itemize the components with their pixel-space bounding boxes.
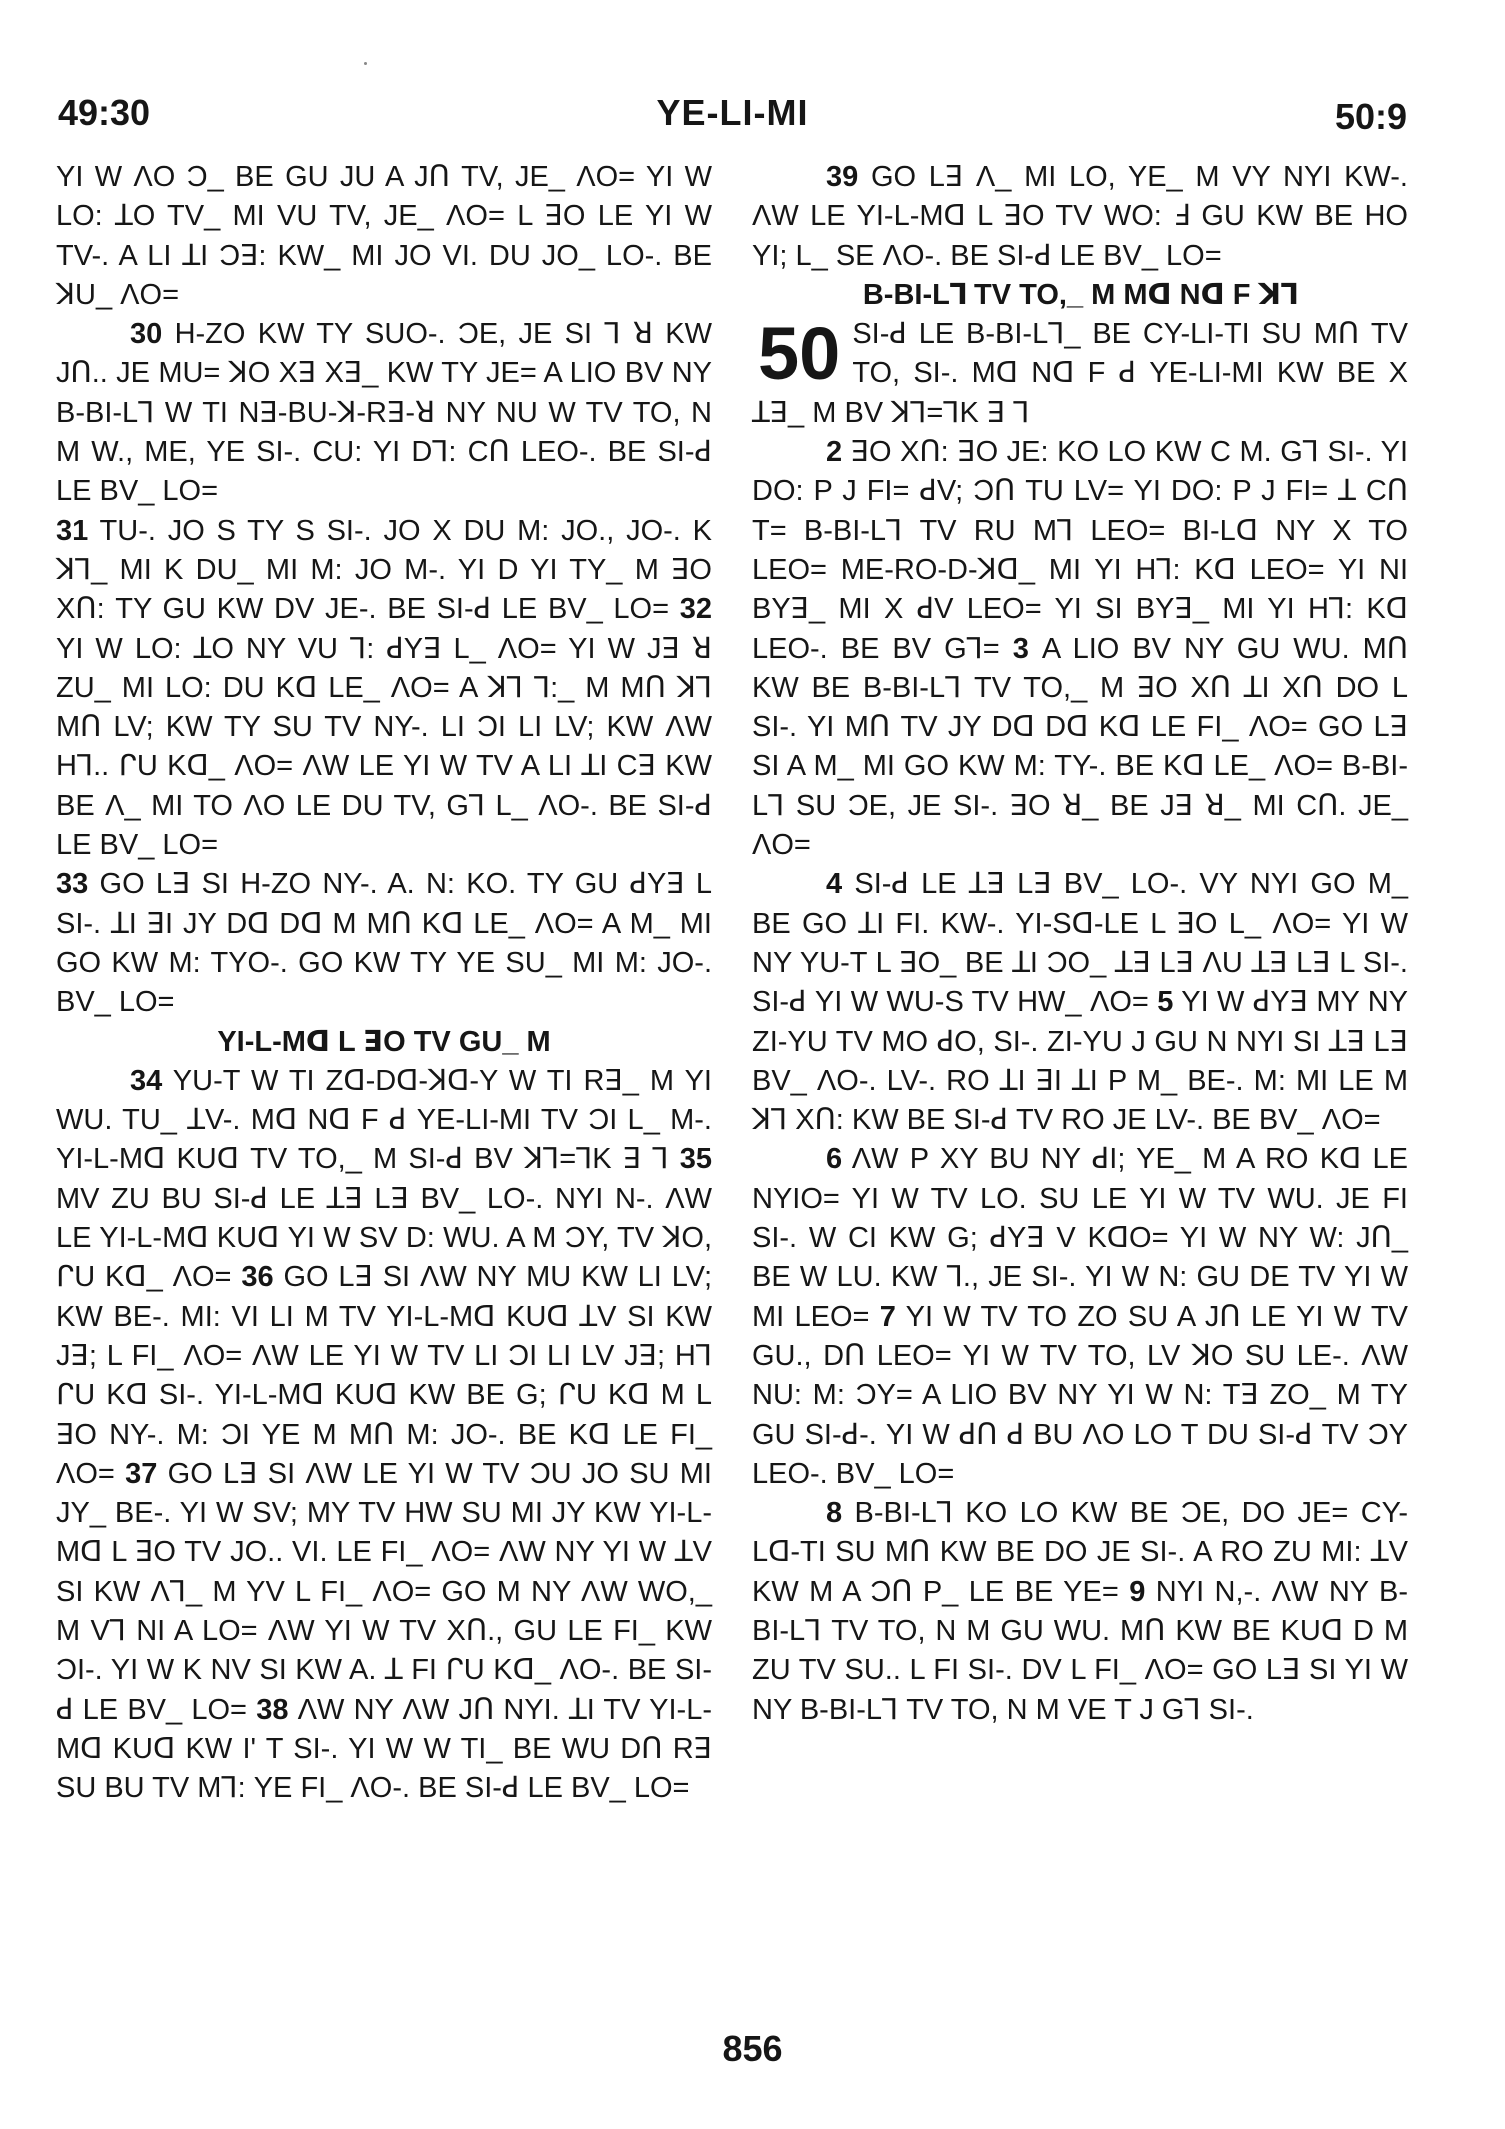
stray-mark — [364, 62, 367, 65]
verse-text: ΛW P XY BU NY ꓒI; YE_ M A RO Kꓷ LE NYIO= YI W TV LO. SU LE YI W TV WU. JE FI SI-. W CI KW G; ꓒYꓱ V KꓷO= YI W NY W: JՈ_ BE W LU. KW ꓶ., JE SI-. YI W N: GU DE TV YI W MI LEO= — [752, 1143, 1408, 1333]
verse-number: 3 — [1012, 632, 1029, 665]
paragraph — [752, 433, 1408, 865]
verse-number: 34 — [130, 1064, 163, 1097]
section-heading: B-BI-Lꓶ TV TO,_ M Mꓷ Nꓷ F ꓘꓶ — [862, 278, 1298, 311]
verse-number: 5 — [1157, 986, 1174, 1019]
verse-number: 31 — [56, 514, 89, 547]
verse-number: 36 — [241, 1261, 274, 1294]
paragraph — [56, 512, 712, 866]
header-right-reference: 50:9 — [1334, 96, 1407, 137]
verse-text: YI W LO: ꓕO NY VU ꓶ: ꓒYꓱ L_ ΛO= YI W Jꓱ ꓤ ZU_ MI LO: DU Kꓷ LE_ ΛO= A ꓘꓶ ꓶ:_ M MՈ ꓘꓶ MՈ LV; KW TY SU TV NY-. LI ϽI LI LV; KW ΛW Hꓶ.. ᒋU Kꓷ_ ΛO= ΛW LE YI W TV A LI ꓕI Cꓱ KW BE Λ_ MI TO ΛO LE DU TV, Gꓶ L_ ΛO-. BE SI-ꓒ LE BV_ LO= — [56, 632, 712, 862]
verse-number: 33 — [56, 868, 89, 901]
paragraph: YI W ΛO Ͻ_ BE GU JU A JՈ TV, JE_ ΛO= YI W LO: ꓕO TV_ MI VU TV, JE_ ΛO= L ꓱO LE YI W TV-. A LI ꓕI Ͻꓱ: KW_ MI JO VI. DU JO_ LO-. BE ꓘU_ ΛO= — [56, 161, 712, 311]
verse-text: H-ZO KW TY SUO-. ϽE, JE SI ꓶ ꓤ KW JՈ.. JE MU= ꓘO Xꓱ Xꓱ_ KW TY JE= A LIO BV NY B-BI-Lꓶ W TI Nꓱ-BU-ꓘ-Rꓱ-ꓤ NY NU W TV TO, N M W., ME, YE SI-. CU: YI Dꓶ: CՈ LEO-. BE SI-ꓒ LE BV_ LO= — [56, 318, 712, 508]
verse-number: 32 — [679, 593, 712, 626]
paragraph — [752, 158, 1408, 276]
chapter-number: 50 — [758, 312, 841, 396]
paragraph — [56, 315, 712, 511]
verse-number: 35 — [679, 1143, 712, 1176]
verse-text: SI-ꓒ LE B-BI-Lꓶ_ BE CY-LI-TI SU MՈ TV TO, SI-. Mꓷ Nꓷ F ꓒ YE-LI-MI KW BE X ꓕꓱ_ M BV ꓘꓶ=ꓶK ꓱ ꓶ — [752, 318, 1408, 429]
verse-number: 8 — [826, 1497, 843, 1530]
verse-number: 9 — [1129, 1575, 1146, 1608]
verse-text: SI-ꓒ LE ꓕꓱ Lꓱ BV_ LO-. VY NYI GO M_ BE GO ꓕI FI. KW-. YI-Sꓷ-LE L ꓱO L_ ΛO= YI W NY YU-T L ꓱO_ BE ꓕI ϽO_ ꓕꓱ Lꓱ ΛU ꓕꓱ Lꓱ L SI-. SI-ꓒ YI W WU-S TV HW_ ΛO= — [752, 868, 1409, 1019]
verse-text: YI W ꓒYꓱ MY NY ZI-YU TV MO ꓒO, SI-. ZI-YU J GU N NYI SI ꓕꓱ Lꓱ BV_ ΛO-. LV-. RO ꓕI ꓱI ꓕI P M_ BE-. M: MI LE M ꓘꓶ XՈ: KW BE SI-ꓒ TV RO JE LV-. BE BV_ ΛO= — [752, 986, 1408, 1137]
verse-text: GO Lꓱ SI ΛW LE YI W TV ϽU JO SU MI JY_ BE-. YI W SV; MY TV HW SU MI JY KW YI-L-Mꓷ L ꓱO TV JO.. VI. LE FI_ ΛO= ΛW NY YI W ꓕV SI KW Λꓶ_ M YV L FI_ ΛO= GO M NY ΛW WO,_ M Vꓶ NI A LO= ΛW YI W TV XՈ., GU LE FI_ KW ϽI-. YI W K NV SI KW A. ꓕ FI ᒋU Kꓷ_ ΛO-. BE SI-ꓒ LE BV_ LO= — [56, 1457, 712, 1726]
verse-text: ꓱO XՈ: ꓱO JE: KO LO KW C M. Gꓶ SI-. YI DO: P J FI= ꓒV; ϽՈ TU LV= YI DO: P J FI= ꓕ CՈ T= B-BI-Lꓶ TV RU Mꓶ LEO= BI-Lꓷ NY X TO LEO= ME-RO-D-ꓘꓷ_ MI YI Hꓶ: Kꓷ LEO= YI NI BYꓱ_ MI X ꓒV LEO= YI SI BYꓱ_ MI YI Hꓶ: Kꓷ LEO-. BE BV Gꓶ= — [752, 436, 1409, 665]
verse-number: 30 — [130, 318, 163, 351]
paragraph — [752, 1494, 1408, 1730]
verse-text: B-BI-Lꓶ KO LO KW BE ϽE, DO JE= CY-Lꓷ-TI SU MՈ KW BE DO JE SI-. A RO ZU MI: ꓕV KW M A ϽՈ P_ LE BE YE= — [752, 1497, 1408, 1608]
header-left-reference: 49:30 — [58, 92, 151, 133]
verse-text: GO Lꓱ Λ_ MI LO, YE_ M VY NYI KW-. ΛW LE YI-L-Mꓷ L ꓱO TV WO: ꓞ GU KW BE HO YI; L_ SE ΛO-. BE SI-ꓒ LE BV_ LO= — [752, 161, 1408, 272]
verse-number: 2 — [826, 436, 843, 469]
paragraph — [752, 1140, 1408, 1494]
verse-number: 39 — [826, 161, 859, 193]
verse-number: 37 — [125, 1457, 158, 1490]
verse-text: YI W TV TO ZO SU A JՈ LE YI W TV GU., DՈ LEO= YI W TV TO, LV ꓘO SU LE-. ΛW NU: M: ϽY= A LIO BV NY YI W N: Tꓱ ZO_ M TY GU SI-ꓒ-. YI W ꓒՈ ꓒ BU ΛO LO T DU SI-ꓒ TV ϽY LEO-. BV_ LO= — [752, 1300, 1408, 1490]
verse-number: 4 — [826, 868, 843, 901]
verse-text: TU-. JO S TY S SI-. JO X DU M: JO., JO-. K ꓘꓶ_ MI K DU_ MI M: JO M-. YI D YI TY_ M ꓱO XՈ: TY GU KW DV JE-. BE SI-ꓒ LE BV_ LO= — [56, 514, 712, 626]
verse-number: 7 — [879, 1300, 896, 1333]
running-header — [58, 88, 1407, 138]
verse-number: 6 — [826, 1143, 843, 1176]
verse-text: GO Lꓱ SI H-ZO NY-. A. N: KO. TY GU ꓒYꓱ L SI-. ꓕI ꓱI JY Dꓷ Dꓷ M MՈ Kꓷ LE_ ΛO= A M_ MI GO KW M: TYO-. GO KW TY YE SU_ MI M: JO-. BV_ LO= — [56, 868, 712, 1019]
header-book-title: YE-LI-MI — [656, 92, 809, 133]
verse-text: NYI N,-. ΛW NY B-BI-Lꓶ TV TO, N M GU WU. MՈ KW BE KUꓷ D M ZU TV SU.. L FI SI-. DV L FI_ ΛO= GO Lꓱ SI YI W NY B-BI-Lꓶ TV TO, N M VE T J Gꓶ SI-. — [752, 1575, 1409, 1726]
paragraph — [56, 1062, 712, 1809]
paragraph — [752, 312, 1408, 433]
page-number: 856 — [722, 2028, 783, 2069]
verse-text: YU-T W TI Zꓷ-Dꓷ-ꓘꓷ-Y W TI Rꓱ_ M YI WU. TU_ ꓕV-. Mꓷ Nꓷ F ꓒ YE-LI-MI TV ϽI L_ M-. YI-L-Mꓷ KUꓷ TV TO,_ M SI-ꓒ BV ꓘꓶ=ꓶK ꓱ ꓶ — [56, 1064, 712, 1176]
verse-text: ΛW NY ΛW JՈ NYI. ꓕI TV YI-L-Mꓷ KUꓷ KW I' T SI-. YI W W TI_ BE WU DՈ Rꓱ SU BU TV Mꓶ: YE FI_ ΛO-. BE SI-ꓒ LE BV_ LO= — [56, 1693, 713, 1805]
paragraph — [752, 865, 1408, 1140]
verse-text: A LIO BV NY GU WU. MՈ KW BE B-BI-Lꓶ TV TO,_ M ꓱO XՈ ꓕI XՈ DO L SI-. YI MՈ TV JY Dꓷ Dꓷ Kꓷ LE FI_ ΛO= GO Lꓱ SI A M_ MI GO KW M: TY-. BE Kꓷ LE_ ΛO= B-BI-Lꓶ SU ϽE, JE SI-. ꓱO ꓤ_ BE Jꓱ ꓤ_ MI CՈ. JE_ ΛO= — [752, 632, 1409, 862]
verse-number: 38 — [256, 1693, 289, 1726]
section-heading: YI-L-Mꓷ L ꓱO TV GU_ M — [217, 1025, 551, 1058]
verse-text: GO Lꓱ SI ΛW NY MU KW LI LV; KW BE-. MI: VI LI M TV YI-L-Mꓷ KUꓷ ꓕV SI KW Jꓱ; L FI_ ΛO= ΛW LE YI W TV LI ϽI LI LV Jꓱ; Hꓶ ᒋU Kꓷ SI-. YI-L-Mꓷ KUꓷ KW BE G; ᒋU Kꓷ M L ꓱO NY-. M: ϽI YE M MՈ M: JO-. BE Kꓷ LE FI_ ΛO= — [56, 1261, 712, 1490]
paragraph — [56, 865, 712, 1022]
verse-text: MV ZU BU SI-ꓒ LE ꓕꓱ Lꓱ BV_ LO-. NYI N-. ΛW LE YI-L-Mꓷ KUꓷ YI W SV D: WU. A M ϽY, TV ꓘO, ᒋU Kꓷ_ ΛO= — [56, 1182, 712, 1294]
left-column — [56, 158, 712, 1808]
right-column — [752, 158, 1408, 1730]
